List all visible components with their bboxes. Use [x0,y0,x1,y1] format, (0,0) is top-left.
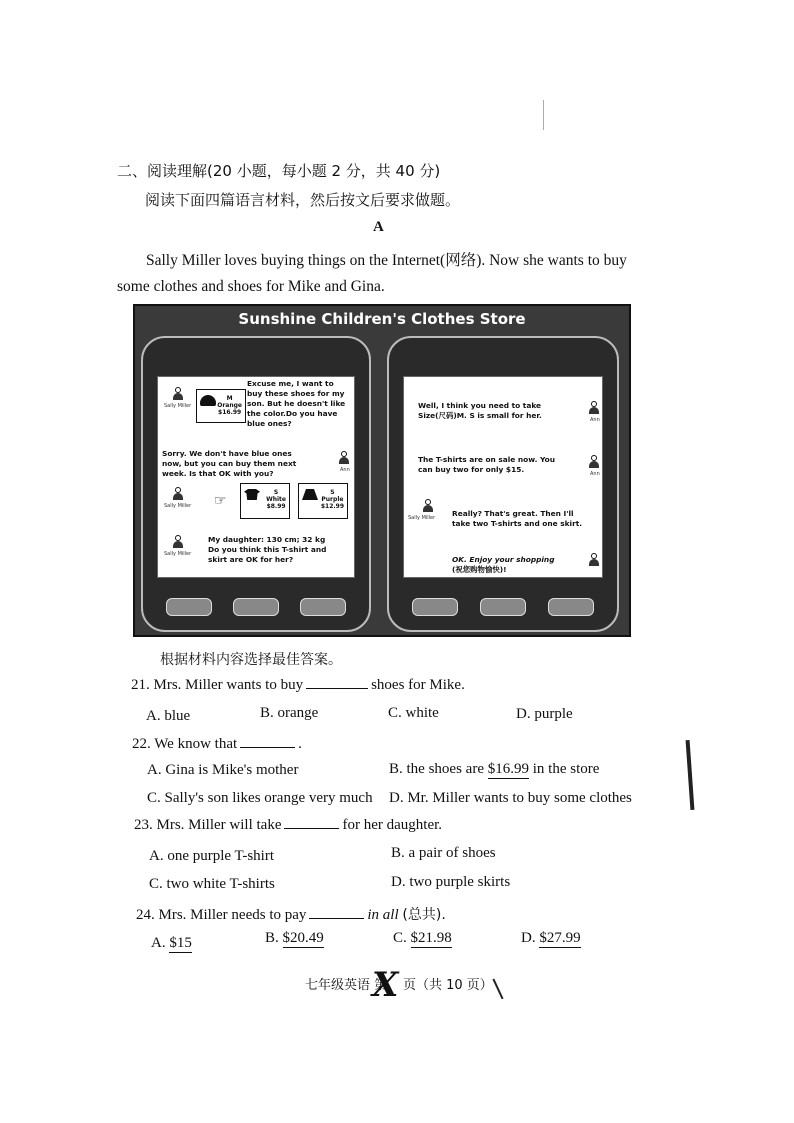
q21-option-c[interactable]: C. white [388,705,439,721]
skirt-product-card: S Purple $12.99 [298,483,348,519]
chat-message-5: The T-shirts are on sale now. You can buy two for only $15. [418,455,555,474]
question-23: 23. Mrs. Miller will take for her daughter. [134,817,443,833]
phone-button [166,598,212,616]
intro-line-2: some clothes and shoes for Mike and Gina. [117,278,385,295]
page-number-mark: X [372,965,399,1005]
right-phone [387,336,619,632]
chat-message-2: Sorry. We don't have blue ones now, but you can buy them next week. Is that OK with you? [162,449,297,478]
phone-button [412,598,458,616]
q22-option-c[interactable]: C. Sally's son likes orange very much [147,790,373,806]
question-24: 24. Mrs. Miller needs to pay in all (总共). [136,907,446,923]
chat-message-3: My daughter: 130 cm; 32 kg Do you think this T-shirt and skirt are OK for her? [208,535,327,564]
q22-option-a[interactable]: A. Gina is Mike's mother [147,762,299,778]
section-instruction: 阅读下面四篇语言材料，然后按文后要求做题。 [145,191,461,209]
scan-mark [543,100,544,130]
q22-option-d[interactable]: D. Mr. Miller wants to buy some clothes [389,790,632,806]
q23-option-a[interactable]: A. one purple T-shirt [149,848,274,864]
phone-button [300,598,346,616]
q21-option-b[interactable]: B. orange [260,705,319,721]
q24-option-a[interactable]: A. $15 [151,935,192,951]
answer-blank[interactable] [284,818,339,829]
chat-message-7: OK. Enjoy your shopping (祝您购物愉快)! [452,555,555,574]
q24-option-b[interactable]: B. $20.49 [265,930,324,946]
left-phone-screen [157,376,355,578]
shirt-product-card: S White $8.99 [240,483,290,519]
phone-button [548,598,594,616]
passage-label: A [373,219,384,235]
footer-before: 七年级英语 第 [305,978,388,993]
right-phone-screen [403,376,603,578]
store-illustration [133,304,631,637]
speaker-name: Sally Miller [164,551,192,557]
q21-option-d[interactable]: D. purple [516,706,573,722]
q22-option-b[interactable]: B. the shoes are $16.99 in the store [389,761,600,777]
ann-avatar-icon [338,451,350,465]
ann-avatar-icon [588,455,600,469]
sally-avatar-icon [172,535,184,549]
underlined-price: $16.99 [487,761,529,777]
q23-option-d[interactable]: D. two purple skirts [391,874,511,890]
phone-buttons [155,598,357,618]
speaker-name: Ann [590,417,600,423]
footer-after: 页（共 10 页） [403,978,493,993]
sally-avatar-icon [172,487,184,501]
section-heading: 二、阅读理解(20 小题，每小题 2 分，共 40 分) [117,162,441,180]
speaker-name: Sally Miller [408,515,436,521]
speaker-name: Ann [590,471,600,477]
chat-message-1: Excuse me, I want to buy these shoes for my son. But he doesn't like the color.Do you have blue ones? [247,379,346,428]
chat-message-4: Well, I think you need to take Size(尺码)M. S is small for her. [418,401,542,420]
skirt-icon [302,489,318,500]
speaker-name: Sally Miller [164,403,192,409]
scan-mark [492,979,503,1000]
answer-blank[interactable] [309,908,364,919]
question-21: 21. Mrs. Miller wants to buy shoes for Mike. [131,677,465,693]
answer-blank[interactable] [306,678,368,689]
phone-buttons [401,598,605,618]
chat-message-6: Really? That's great. Then I'll take two T-shirts and one skirt. [452,509,583,528]
scan-mark [686,740,695,810]
q23-option-c[interactable]: C. two white T-shirts [149,876,275,892]
store-title: Sunshine Children's Clothes Store [238,310,526,328]
ann-avatar-icon [588,553,600,567]
tshirt-icon [244,489,260,500]
sally-avatar-icon [422,499,434,513]
ann-avatar-icon [588,401,600,415]
shoe-icon [200,395,216,406]
sally-avatar-icon [172,387,184,401]
phone-button [480,598,526,616]
intro-line-1: Sally Miller loves buying things on the Internet(网络). Now she wants to buy [146,252,627,269]
mouse-click-icon: ☞ [214,493,227,509]
phone-button [233,598,279,616]
question-22: 22. We know that . [132,736,302,752]
shoe-product-card: M Orange $16.99 [196,389,246,423]
speaker-name: Sally Miller [164,503,192,509]
q23-option-b[interactable]: B. a pair of shoes [391,845,496,861]
q21-option-a[interactable]: A. blue [146,708,191,724]
left-phone [141,336,371,632]
speaker-name: Ann [340,467,350,473]
task-instruction: 根据材料内容选择最佳答案。 [160,652,342,668]
q24-option-d[interactable]: D. $27.99 [521,930,581,946]
answer-blank[interactable] [240,737,295,748]
q24-option-c[interactable]: C. $21.98 [393,930,452,946]
